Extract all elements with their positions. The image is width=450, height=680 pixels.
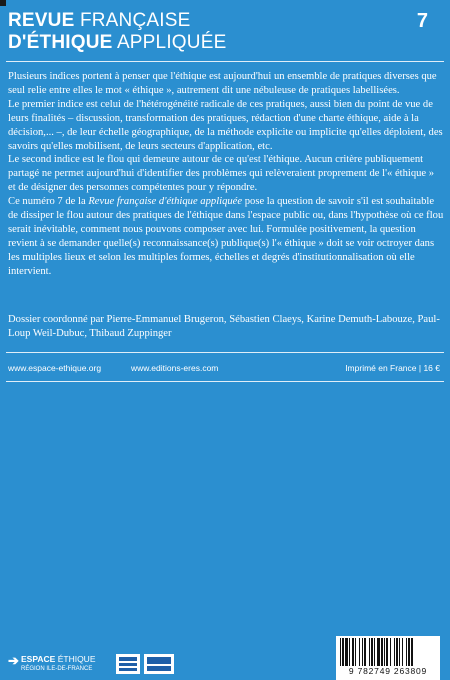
issue-number: 7 [416,10,428,32]
paragraph-4: Ce numéro 7 de la Revue française d'éthique appliquée pose la question de savoir s'il est souhaitable de dissiper le flou autour des pratiques de l'éthique dans l'espace public ou, dans l'hypothèse où ce flou serait inévitable, comment nous pouvons composer avec lui. Formulée positivement, la question revient à se demander quelle(s) reconnaissance(s) publique(s) l'« éthique » doit se voir octroyer dans les multiples lieux et selon les multiples formes, échelles et degrés d'institutionnalisation où elle intervient. [8,196,444,277]
print-price: Imprimé en France | 16 € [345,363,440,373]
footer-divider-top [6,352,444,353]
journal-title-italic: Revue française d'éthique appliquée [88,196,243,208]
footer-info-row [8,361,442,375]
barcode-bar [402,638,403,666]
barcode-bar [364,638,366,666]
barcode-bar [386,638,388,666]
journal-title-line-2: D'ÉTHIQUE APPLIQUÉE [8,32,227,53]
barcode-bar [408,638,410,666]
barcode-bar [384,638,385,666]
journal-title-line-1: REVUE FRANÇAISE [8,10,191,31]
barcode-bar [394,638,395,666]
footer-divider-bottom [6,381,444,382]
header-divider [6,61,444,62]
paragraph-3: Le second indice est le flou qui demeure autour de ce qu'est l'éthique. Aucun critère publiquement partagé ne permet aujourd'hui d'identifier des problèmes qui relèveraient proprement de l'« éthique » et de désigner des personnes compétentes pour y répondre. [8,154,435,194]
cover-header [8,10,442,58]
barcode-bar [362,638,363,666]
barcode-bar [349,638,350,666]
barcode-bar [399,638,400,666]
barcode-bar [359,638,360,666]
isbn-digits: 9 782749 263809 [348,666,428,676]
editors-credit: Dossier coordonné par Pierre-Emmanuel Brugeron, Sébastien Claeys, Karine Demuth-Labouze, Paul-Loup Weil-Dubuc, Thibaud Zuppinger [8,314,440,339]
barcode-bar [377,638,380,666]
logo-band [0,632,450,680]
barcode-bar [390,638,391,666]
barcode-bar [352,638,354,666]
barcode-bar [396,638,398,666]
barcode-bar [371,638,373,666]
arrow-icon: ➔ [8,653,19,668]
paragraph-2: Le premier indice est celui de l'hétérogénéité radicale de ces pratiques, aussi bien du point de vue de leurs finalités – discussion, transformation des pratiques, rédaction d'une charte éthique, aide à la décision,... –, de leur échelle géographique, de la méthode explicite ou implicite qu'elles déploient, des savoirs qu'elles mobilisent, de leurs secteurs d'application, etc. [8,98,443,152]
partner-university-logo [116,654,174,678]
barcode-bar [381,638,383,666]
barcode-icon [340,638,436,666]
barcode-bar [342,638,344,666]
corner-mark [0,0,6,6]
barcode-bar [345,638,348,666]
paragraph-1: Plusieurs indices portent à penser que l'éthique est aujourd'hui un ensemble de pratiques diverses que seul relie entre elles le mot « éthique », autrement dit une nébuleuse de pratiques labellisées. [8,71,437,96]
espace-ethique-url[interactable]: www.espace-ethique.org [8,363,102,373]
isbn-barcode [336,636,440,680]
barcode-bar [411,638,413,666]
espace-ethique-logo: ➔ ESPACE ÉTHIQUE RÉGION ILE-DE-FRANCE [8,653,96,672]
barcode-bar [340,638,341,666]
back-cover-text [8,70,444,279]
barcode-bar [369,638,370,666]
editions-eres-url[interactable]: www.editions-eres.com [131,363,219,373]
barcode-bar [355,638,356,666]
barcode-bar [406,638,407,666]
barcode-bar [374,638,375,666]
